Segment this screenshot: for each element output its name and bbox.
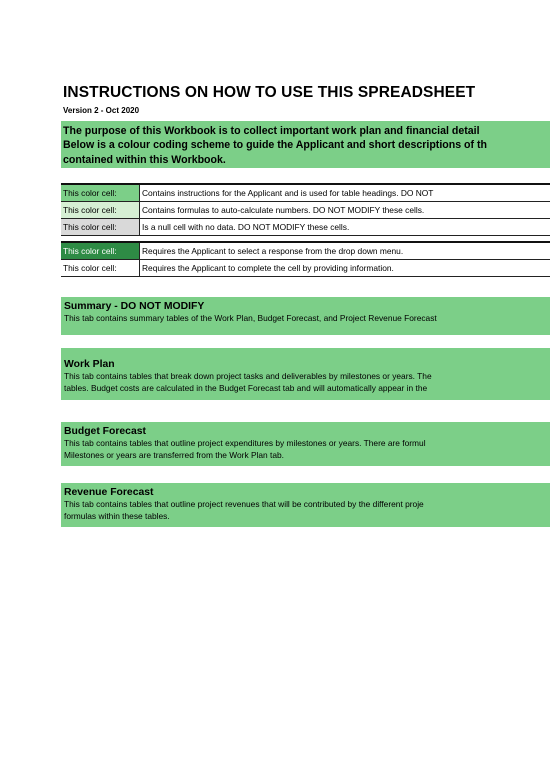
- purpose-line: contained within this Workbook.: [63, 153, 226, 166]
- section-heading: Summary - DO NOT MODIFY: [64, 301, 205, 312]
- section-body: This tab contains tables that break down project tasks and deliverables by milestones or years. The: [64, 371, 432, 381]
- legend-description[interactable]: Requires the Applicant to complete the cell by providing information.: [142, 263, 394, 273]
- page-title: INSTRUCTIONS ON HOW TO USE THIS SPREADSHEET: [63, 84, 476, 101]
- section-body: This tab contains tables that outline project expenditures by milestones or years. There are formul: [64, 438, 426, 448]
- legend-row-entry: [61, 260, 550, 277]
- color-legend-table: [61, 183, 550, 236]
- purpose-line: The purpose of this Workbook is to collect important work plan and financial detail: [63, 125, 480, 137]
- legend-swatch-formulas[interactable]: This color cell:: [61, 202, 140, 218]
- legend-row-instructions: [61, 185, 550, 202]
- section-heading: Revenue Forecast: [64, 487, 154, 498]
- purpose-line: Below is a colour coding scheme to guide the Applicant and short descriptions of th: [63, 139, 487, 152]
- input-legend-table: [61, 241, 550, 277]
- section-work-plan: [61, 348, 550, 400]
- section-summary: [61, 297, 550, 335]
- purpose-block: [61, 121, 550, 168]
- legend-description[interactable]: Is a null cell with no data. DO NOT MODIFY these cells.: [142, 222, 350, 232]
- section-heading: Budget Forecast: [64, 426, 146, 437]
- section-heading: Work Plan: [64, 359, 115, 370]
- legend-swatch-instructions[interactable]: This color cell:: [61, 185, 140, 201]
- legend-swatch-entry[interactable]: This color cell:: [61, 260, 140, 276]
- section-revenue-forecast: [61, 483, 550, 527]
- version-label: Version 2 - Oct 2020: [63, 106, 140, 115]
- section-body: This tab contains summary tables of the Work Plan, Budget Forecast, and Project Revenue Forecast: [64, 313, 437, 323]
- section-body: formulas within these tables.: [64, 510, 170, 521]
- legend-row-null: [61, 219, 550, 236]
- legend-row-dropdown: [61, 243, 550, 260]
- section-body: This tab contains tables that outline project revenues that will be contributed by the different proje: [64, 499, 424, 509]
- legend-swatch-null[interactable]: This color cell:: [61, 219, 140, 235]
- legend-swatch-dropdown[interactable]: This color cell:: [61, 243, 140, 259]
- section-body: Milestones or years are transferred from the Work Plan tab.: [64, 449, 285, 460]
- legend-description[interactable]: Requires the Applicant to select a response from the drop down menu.: [142, 246, 404, 256]
- legend-description[interactable]: Contains instructions for the Applicant and is used for table headings. DO NOT: [142, 188, 434, 198]
- section-budget-forecast: [61, 422, 550, 466]
- section-body: tables. Budget costs are calculated in the Budget Forecast tab and will automatically appear in the: [64, 382, 428, 393]
- legend-description[interactable]: Contains formulas to auto-calculate numbers. DO NOT MODIFY these cells.: [142, 205, 425, 215]
- legend-row-formulas: [61, 202, 550, 219]
